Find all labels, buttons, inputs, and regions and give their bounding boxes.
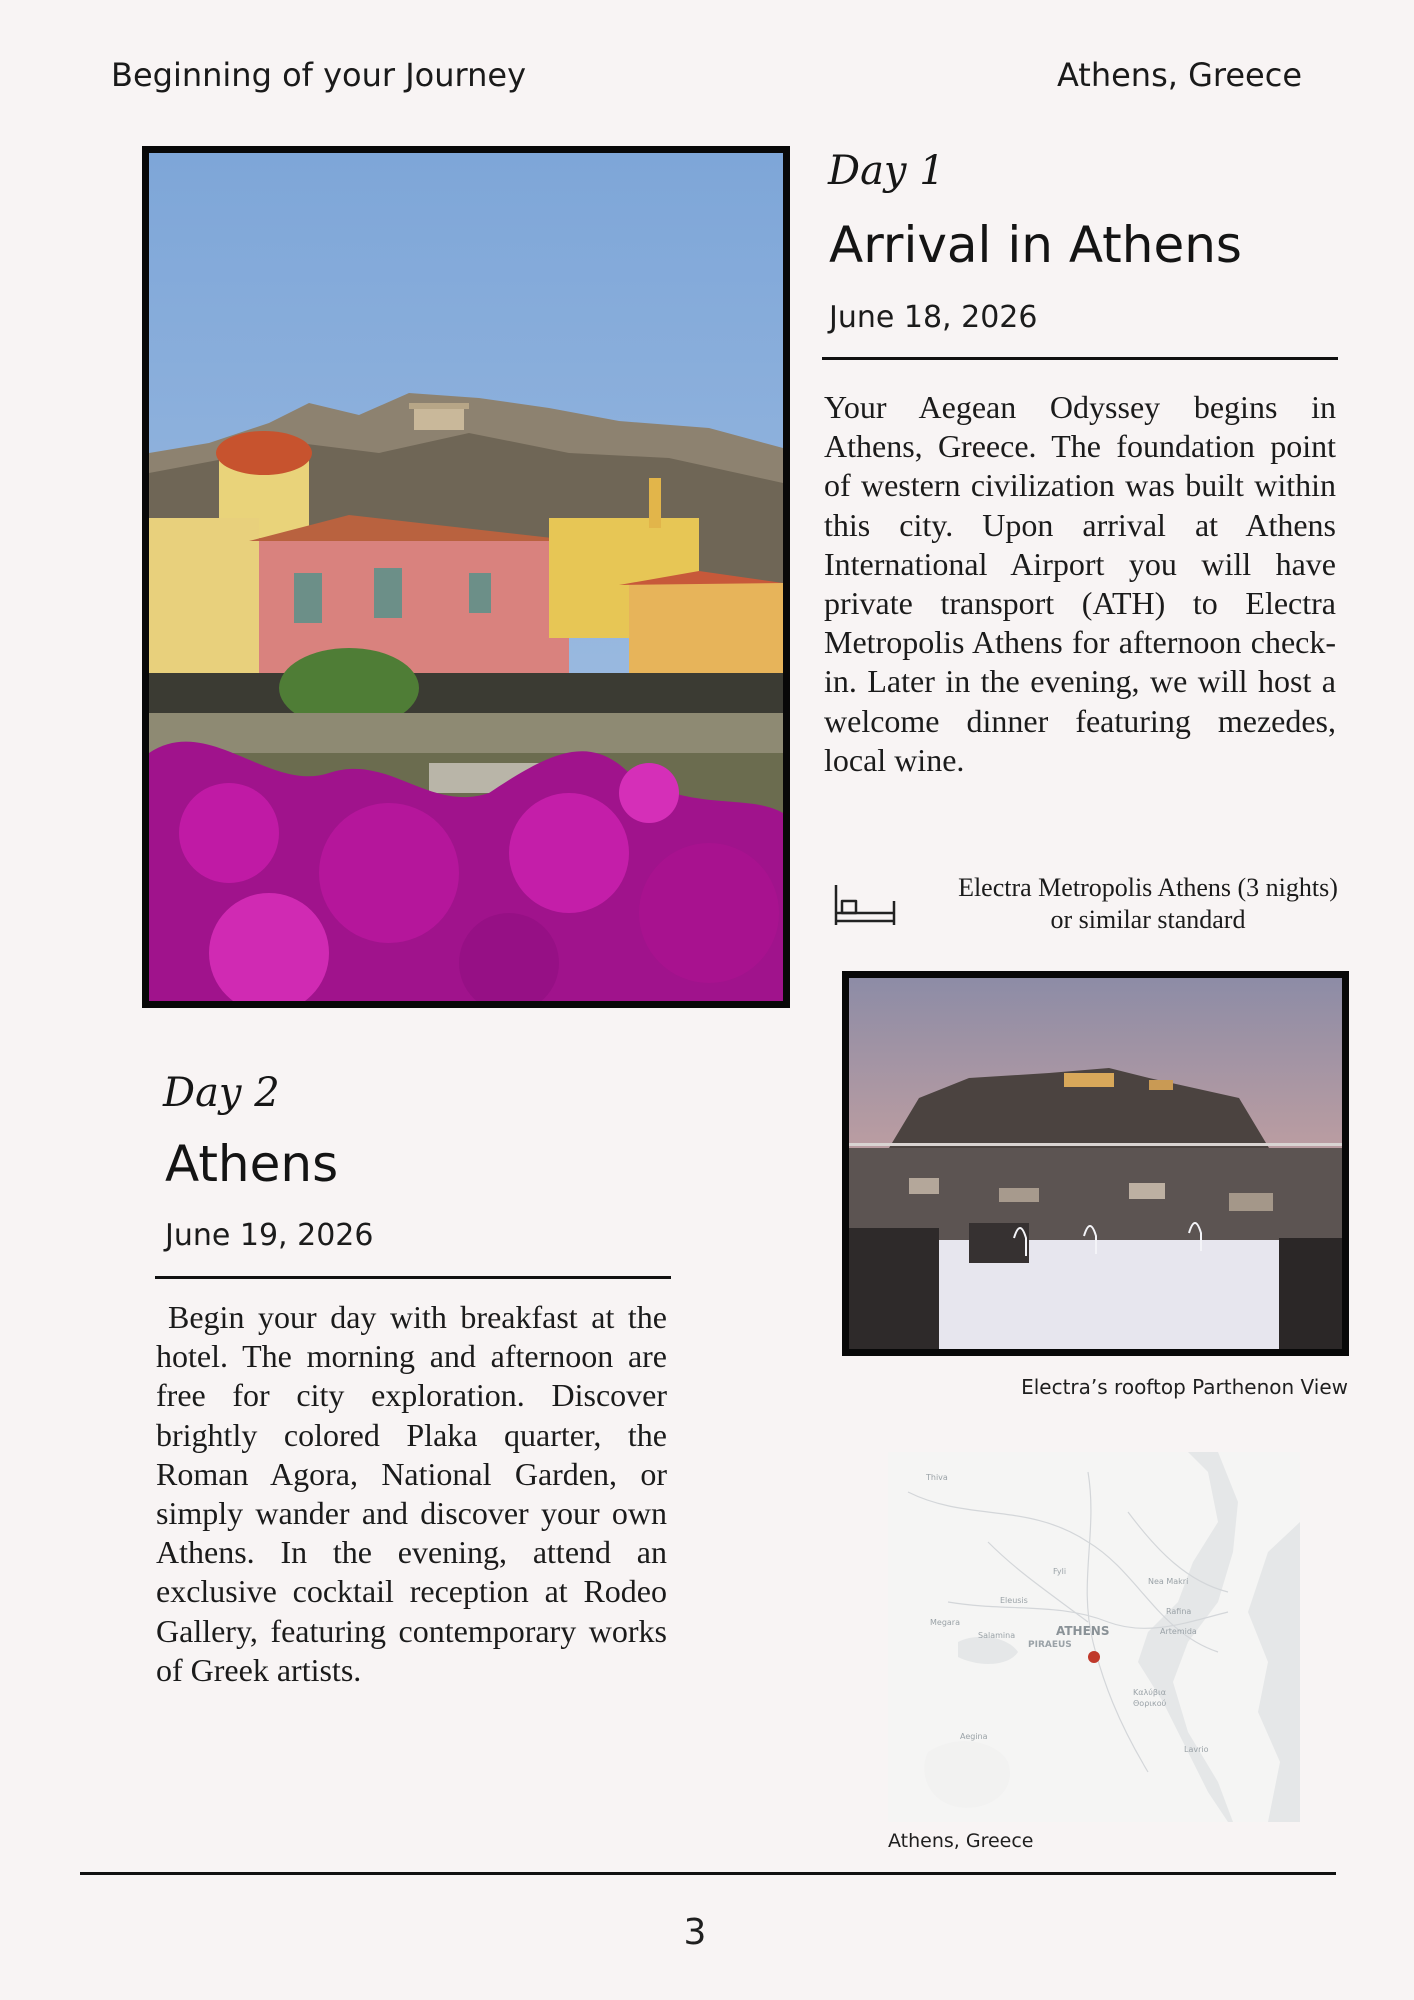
hotel-name: Electra Metropolis Athens (3 nights): [958, 873, 1338, 902]
map-label-piraeus: PIRAEUS: [1028, 1640, 1072, 1650]
map-label-thiva: Thiva: [926, 1473, 948, 1482]
athens-marker: [1088, 1651, 1100, 1663]
map-label-athens: ATHENS: [1056, 1624, 1110, 1638]
day1-description: Your Aegean Odyssey begins in Athens, Greece. The foundation point of western civilization was built within this city. Upon arrival at Athens International Airport you will have private transport (ATH) to Electra Metropolis Athens for afternoon check-in. Later in the evening, we will host a welcome dinner featuring mezedes, local wine.: [824, 389, 1336, 778]
map-label-kalyvia: Καλύβια: [1133, 1688, 1166, 1697]
rooftop-photo-caption: Electra’s rooftop Parthenon View: [1021, 1375, 1348, 1399]
bed-icon: [832, 881, 898, 929]
map-label-rafina: Rafina: [1166, 1607, 1192, 1616]
map-label-artemida: Artemida: [1160, 1627, 1197, 1636]
map-label-salamina: Salamina: [978, 1631, 1016, 1640]
map-label-aegina: Aegina: [960, 1732, 988, 1741]
day1-divider: [822, 357, 1338, 360]
map-caption: Athens, Greece: [888, 1830, 1034, 1852]
map-label-fyli: Fyli: [1053, 1567, 1067, 1576]
athens-map: [888, 1452, 1300, 1822]
header-left-title: Beginning of your Journey: [111, 56, 526, 94]
map-label-nea-makri: Nea Makri: [1148, 1577, 1189, 1586]
day1-label: Day 1: [828, 148, 945, 194]
day1-title: Arrival in Athens: [829, 216, 1242, 274]
map-label-elefsina: Eleusis: [1000, 1596, 1028, 1605]
footer-divider: [80, 1872, 1336, 1875]
hotel-standard: or similar standard: [1050, 905, 1246, 934]
hotel-info: [922, 872, 1374, 936]
header-right-location: Athens, Greece: [1056, 56, 1302, 94]
map-label-thorikou: Θορικού: [1133, 1699, 1167, 1708]
rooftop-parthenon-photo: [842, 971, 1349, 1356]
day2-divider: [155, 1276, 671, 1279]
plaka-acropolis-photo: [142, 146, 790, 1008]
day2-description: Begin your day with breakfast at the hotel. The morning and afternoon are free for city exploration. Discover brightly colored Plaka quarter, the Roman Agora, National Garden, or simply wander and discover your own Athens. In the evening, attend an exclusive cocktail reception at Rodeo Gallery, featuring contemporary works of Greek artists.: [156, 1299, 667, 1688]
map-label-megara: Megara: [930, 1618, 960, 1627]
day1-date: June 18, 2026: [829, 300, 1038, 335]
page-number: 3: [683, 1912, 707, 1953]
day2-date: June 19, 2026: [165, 1218, 374, 1253]
day2-title: Athens: [165, 1135, 339, 1193]
day2-label: Day 2: [163, 1070, 280, 1116]
map-label-lavrio: Lavrio: [1184, 1745, 1209, 1754]
